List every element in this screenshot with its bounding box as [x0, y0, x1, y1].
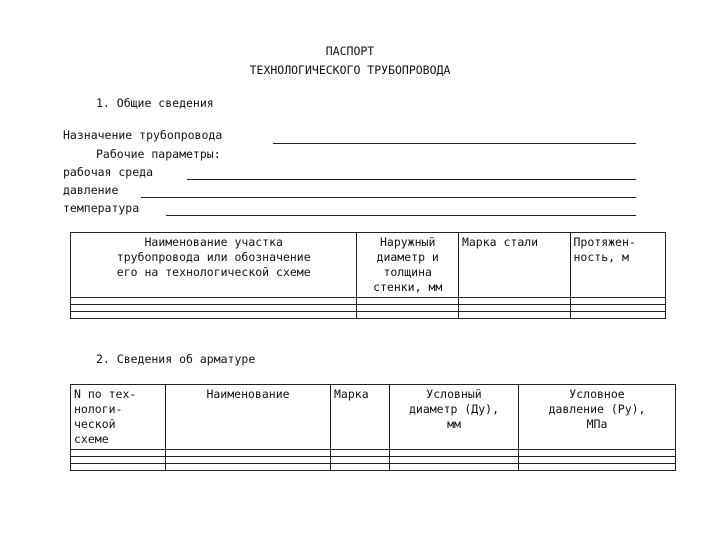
table-row — [71, 305, 666, 312]
table-cell[interactable] — [331, 450, 390, 457]
table-header-row — [71, 385, 676, 450]
table-cell[interactable] — [357, 305, 459, 312]
pipeline-sections-table — [70, 232, 666, 319]
doc-title-line1: ПАСПОРТ — [325, 44, 375, 58]
table-cell[interactable] — [519, 464, 676, 471]
table-cell[interactable] — [570, 312, 666, 319]
table-cell[interactable] — [166, 450, 331, 457]
table-cell[interactable] — [570, 298, 666, 305]
table-header-cell: Марка — [331, 385, 390, 450]
table-cell[interactable] — [390, 464, 519, 471]
table-cell[interactable] — [519, 457, 676, 464]
table-cell[interactable] — [458, 305, 570, 312]
table-row — [71, 298, 666, 305]
table-cell[interactable] — [71, 457, 166, 464]
field-purpose-label: Назначение трубопровода — [63, 128, 223, 142]
table-cell[interactable] — [519, 450, 676, 457]
field-pressure-line[interactable] — [141, 197, 636, 198]
field-pressure-label: давление — [63, 183, 119, 197]
table-row — [71, 457, 676, 464]
field-params-label: Рабочие параметры: — [96, 147, 221, 161]
table-header-cell: Наименование участка трубопровода или обозначение его на технологической схеме — [71, 233, 357, 298]
table-cell[interactable] — [331, 464, 390, 471]
table-cell[interactable] — [458, 312, 570, 319]
table-cell[interactable] — [570, 305, 666, 312]
section2-heading: 2. Сведения об арматуре — [96, 352, 256, 366]
table-cell[interactable] — [357, 298, 459, 305]
table-cell[interactable] — [71, 464, 166, 471]
field-medium-line[interactable] — [187, 179, 636, 180]
table-cell[interactable] — [166, 457, 331, 464]
table-header-row — [71, 233, 666, 298]
table-cell[interactable] — [357, 312, 459, 319]
table-header-cell: Протяжен- ность, м — [570, 233, 666, 298]
table-header-cell: Наружный диаметр и толщина стенки, мм — [357, 233, 459, 298]
section1-heading: 1. Общие сведения — [96, 96, 214, 110]
table-cell[interactable] — [331, 457, 390, 464]
table-cell[interactable] — [458, 298, 570, 305]
field-purpose-line[interactable] — [273, 143, 636, 144]
table-cell[interactable] — [71, 305, 357, 312]
table-header-cell: Марка стали — [458, 233, 570, 298]
table-cell[interactable] — [390, 457, 519, 464]
table-cell[interactable] — [71, 450, 166, 457]
table-header-cell: Наименование — [166, 385, 331, 450]
doc-title-line2: ТЕХНОЛОГИЧЕСКОГО ТРУБОПРОВОДА — [249, 63, 451, 77]
valves-table — [70, 384, 676, 471]
field-medium-label: рабочая среда — [63, 165, 154, 179]
table-header-cell: N по тех- нологи- ческой схеме — [71, 385, 166, 450]
table-cell[interactable] — [166, 464, 331, 471]
table-header-cell: Условное давление (Ру), МПа — [519, 385, 676, 450]
table-row — [71, 450, 676, 457]
table-cell[interactable] — [71, 298, 357, 305]
table-row — [71, 312, 666, 319]
table-row — [71, 464, 676, 471]
table-header-cell: Условный диаметр (Ду), мм — [390, 385, 519, 450]
table-cell[interactable] — [71, 312, 357, 319]
field-temperature-label: температура — [63, 201, 140, 215]
field-temperature-line[interactable] — [166, 215, 636, 216]
table-cell[interactable] — [390, 450, 519, 457]
